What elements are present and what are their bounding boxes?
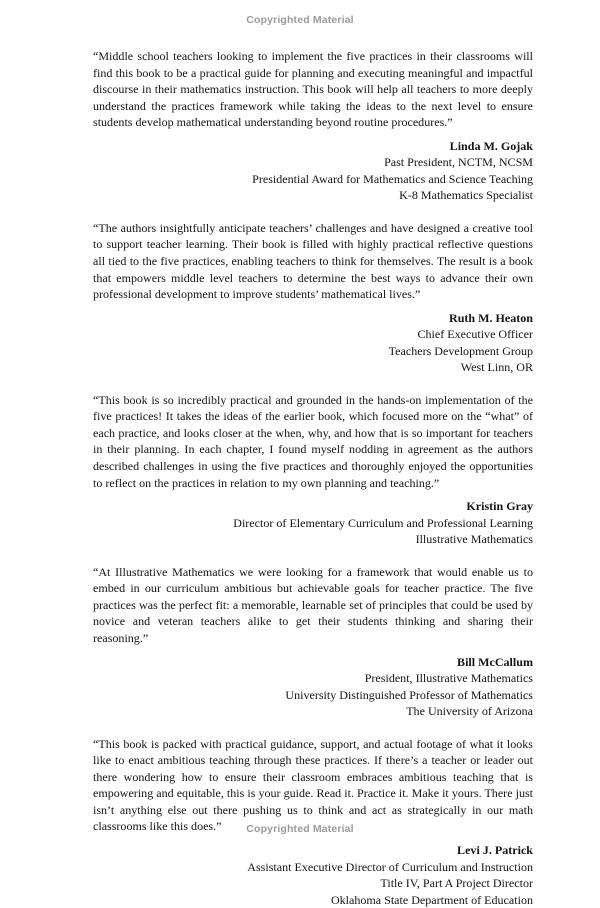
endorsements-container — [93, 48, 533, 908]
endorser-role: K-8 Mathematics Specialist — [399, 188, 533, 203]
endorser-name: Linda M. Gojak — [449, 138, 533, 153]
endorsement-quote: “At Illustrative Mathematics we were looking for a framework that would enable us to embed in our curriculum ambitious but achievable goals for teacher practice. The five practices was the perfect fit: a memorable, learnable set of principles that could be used by novice and veteran teachers alike to get their students thinking and sharing their reasoning.” — [93, 564, 533, 645]
spacer — [93, 204, 533, 220]
spacer — [93, 376, 533, 392]
endorsement-block — [93, 48, 533, 204]
endorser-role: West Linn, OR — [460, 360, 533, 375]
endorser-role: Director of Elementary Curriculum and Professional Learning — [233, 515, 533, 530]
spacer — [93, 131, 533, 138]
endorsement-attribution — [93, 498, 533, 548]
endorsement-quote: “This book is so incredibly practical and grounded in the hands-on implementation of the five practices! It takes the ideas of the earlier book, which focused more on the “what” of each practice, and looks closer at the when, why, and how that is so important for teachers in their planning. In each chapter, I found myself nodding in agreement as the authors described challenges in using the five practices and thoroughly enjoyed the opportunities to reflect on the practices in relation to my own planning and teaching.” — [93, 392, 533, 490]
endorsement-quote: “This book is packed with practical guidance, support, and actual footage of what it looks like to enact ambitious teaching through these practices. If there’s a teacher or leader out there wondering how to ensure their classroom embraces ambitious teaching that is empowering and equitable, this is your guide. Read it. Practice it. Make it yours. There just isn’t anything else out there pushing us to think and act as strategically in our math classrooms like this does.” — [93, 736, 533, 834]
endorser-role: Illustrative Mathematics — [415, 532, 533, 547]
copyright-watermark-top: Copyrighted Material — [246, 14, 354, 26]
copyright-watermark-bottom: Copyrighted Material — [246, 823, 354, 835]
spacer — [93, 720, 533, 736]
endorsement-block — [93, 392, 533, 548]
endorsement-block — [93, 564, 533, 720]
spacer — [93, 303, 533, 310]
endorser-name: Bill McCallum — [457, 654, 533, 669]
endorser-role: President, Illustrative Mathematics — [364, 671, 533, 686]
endorser-name: Kristin Gray — [466, 499, 533, 514]
endorsement-attribution — [93, 310, 533, 376]
endorser-role: Presidential Award for Mathematics and Science Teaching — [252, 171, 533, 186]
endorser-role: University Distinguished Professor of Mathematics — [285, 687, 533, 702]
spacer — [93, 491, 533, 498]
endorsement-quote: “Middle school teachers looking to implement the five practices in their classrooms will find this book to be a practical guide for planning and executing meaningful and impactful discourse in their mathematics instruction. This book will help all teachers to more deeply understand the practices framework while taking the ideas to the next level to ensure students develop mathematical understanding beyond routine procedures.” — [93, 49, 533, 130]
endorsement-block — [93, 220, 533, 376]
endorsement-block — [93, 736, 533, 908]
endorsement-attribution — [93, 842, 533, 908]
endorser-role: Title IV, Part A Project Director — [380, 876, 533, 891]
endorser-role: Teachers Development Group — [388, 343, 533, 358]
spacer — [93, 548, 533, 564]
endorser-role: Chief Executive Officer — [417, 327, 533, 342]
endorser-role: Assistant Executive Director of Curriculum and Instruction — [247, 859, 533, 874]
spacer — [93, 835, 533, 842]
endorsement-attribution — [93, 654, 533, 720]
endorser-name: Levi J. Patrick — [457, 842, 533, 857]
spacer — [93, 647, 533, 654]
endorsement-attribution — [93, 138, 533, 204]
endorser-role: Oklahoma State Department of Education — [330, 892, 533, 907]
endorser-role: Past President, NCTM, NCSM — [384, 155, 533, 170]
endorser-name: Ruth M. Heaton — [449, 310, 533, 325]
endorser-role: The University of Arizona — [406, 704, 533, 719]
endorsement-quote: “The authors insightfully anticipate teachers’ challenges and have designed a creative tool to support teacher learning. Their book is filled with highly practical reflective questions all tied to the five practices, enabling teachers to think for themselves. The result is a book that empowers middle level teachers to determine the best ways to advance their own professional development to improve students’ mathematical lives.” — [93, 220, 533, 302]
